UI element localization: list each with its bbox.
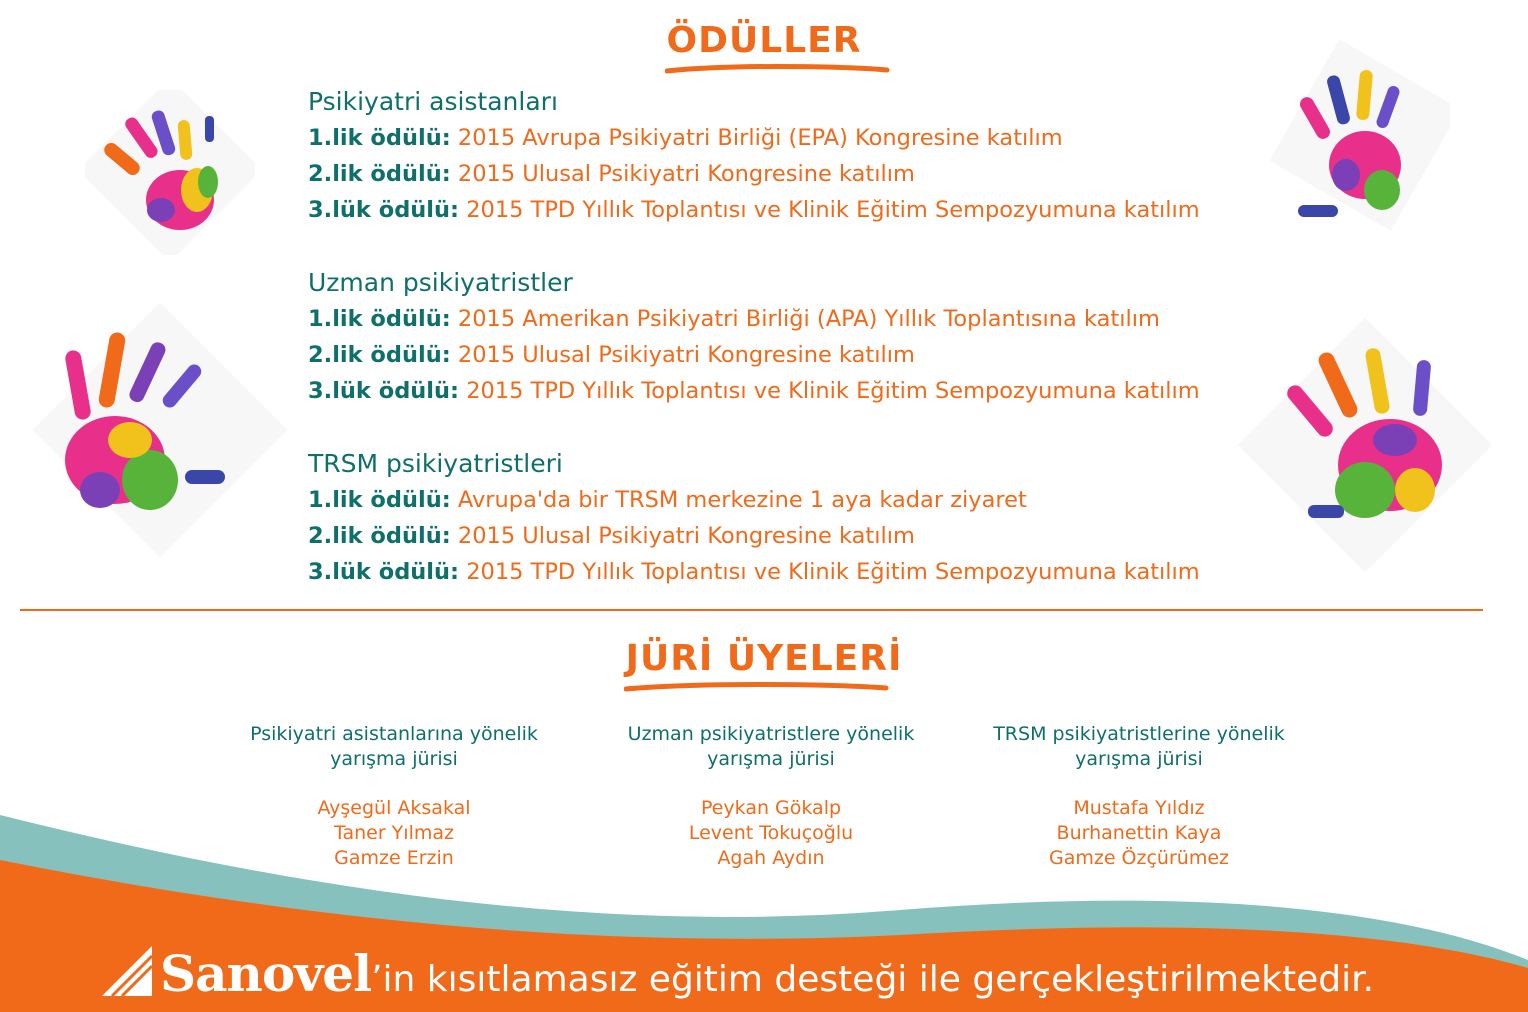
awards-list	[308, 84, 1308, 627]
award-item	[308, 554, 1308, 590]
jury-column	[581, 722, 961, 871]
jury-member: Burhanettin Kaya	[1056, 822, 1222, 844]
sponsor-statement	[160, 944, 1374, 1003]
award-item	[308, 373, 1308, 409]
award-group	[308, 446, 1308, 590]
award-rank: 2.lik ödülü:	[308, 161, 451, 187]
award-rank: 2.lik ödülü:	[308, 342, 451, 368]
award-text: 2015 Ulusal Psikiyatri Kongresine katılım	[457, 161, 915, 187]
award-group	[308, 84, 1308, 228]
jury-column-title: Psikiyatri asistanlarına yönelik	[250, 723, 538, 745]
award-rank: 3.lük ödülü:	[308, 197, 460, 223]
jury-column-subtitle: yarışma jürisi	[330, 748, 458, 770]
jury-names	[581, 796, 961, 871]
award-rank: 1.lik ödülü:	[308, 487, 451, 513]
awards-heading: ÖDÜLLER	[666, 20, 862, 61]
award-text: Avrupa'da bir TRSM merkezine 1 aya kadar ziyaret	[457, 487, 1027, 513]
jury-heading: JÜRİ ÜYELERİ	[625, 638, 903, 679]
award-item	[308, 518, 1308, 554]
award-rank: 1.lik ödülü:	[308, 306, 451, 332]
jury-column-title: TRSM psikiyatristlerine yönelik	[993, 723, 1285, 745]
jury-column-subtitle: yarışma jürisi	[707, 748, 835, 770]
award-group-title: TRSM psikiyatristleri	[308, 449, 563, 478]
jury-column-subtitle: yarışma jürisi	[1075, 748, 1203, 770]
award-text: 2015 Ulusal Psikiyatri Kongresine katılım	[457, 342, 915, 368]
sanovel-logo-icon	[98, 942, 156, 998]
jury-column	[949, 722, 1329, 871]
award-rank: 3.lük ödülü:	[308, 378, 460, 404]
heading-underline	[624, 680, 889, 694]
jury-names	[949, 796, 1329, 871]
jury-names	[204, 796, 584, 871]
jury-column	[204, 722, 584, 871]
jury-member: Levent Tokuçoğlu	[688, 822, 854, 844]
jury-member: Taner Yılmaz	[334, 822, 454, 844]
heading-underline	[665, 62, 890, 76]
award-group	[308, 265, 1308, 409]
award-text: 2015 TPD Yıllık Toplantısı ve Klinik Eğitim Sempozyumuna katılım	[466, 378, 1200, 404]
award-group-title: Psikiyatri asistanları	[308, 87, 558, 116]
award-item	[308, 301, 1308, 337]
award-text: 2015 Amerikan Psikiyatri Birliği (APA) Yıllık Toplantısına katılım	[457, 306, 1160, 332]
brand-name: Sanovel	[160, 944, 372, 1003]
award-item	[308, 482, 1308, 518]
jury-member: Agah Aydın	[717, 847, 825, 869]
award-group-title: Uzman psikiyatristler	[308, 268, 573, 297]
award-item	[308, 156, 1308, 192]
award-text: 2015 Avrupa Psikiyatri Birliği (EPA) Kongresine katılım	[457, 125, 1063, 151]
jury-column-title: Uzman psikiyatristlere yönelik	[627, 723, 915, 745]
award-item	[308, 337, 1308, 373]
handprint-icon	[85, 90, 255, 255]
jury-member: Peykan Gökalp	[700, 797, 842, 819]
jury-member: Gamze Erzin	[334, 847, 454, 869]
jury-member: Gamze Özçürümez	[1048, 847, 1230, 869]
award-text: 2015 Ulusal Psikiyatri Kongresine katılım	[457, 523, 915, 549]
award-item	[308, 120, 1308, 156]
award-rank: 2.lik ödülü:	[308, 523, 451, 549]
award-rank: 1.lik ödülü:	[308, 125, 451, 151]
award-text: 2015 TPD Yıllık Toplantısı ve Klinik Eğitim Sempozyumuna katılım	[466, 197, 1200, 223]
section-divider	[20, 609, 1483, 611]
sponsor-tagline: ’in kısıtlamasız eğitim desteği ile gerçekleştirilmektedir.	[371, 959, 1375, 1000]
jury-member: Mustafa Yıldız	[1073, 797, 1205, 819]
award-text: 2015 TPD Yıllık Toplantısı ve Klinik Eğitim Sempozyumuna katılım	[466, 559, 1200, 585]
handprint-icon	[10, 290, 310, 580]
award-rank: 3.lük ödülü:	[308, 559, 460, 585]
jury-member: Ayşegül Aksakal	[317, 797, 471, 819]
award-item	[308, 192, 1308, 228]
